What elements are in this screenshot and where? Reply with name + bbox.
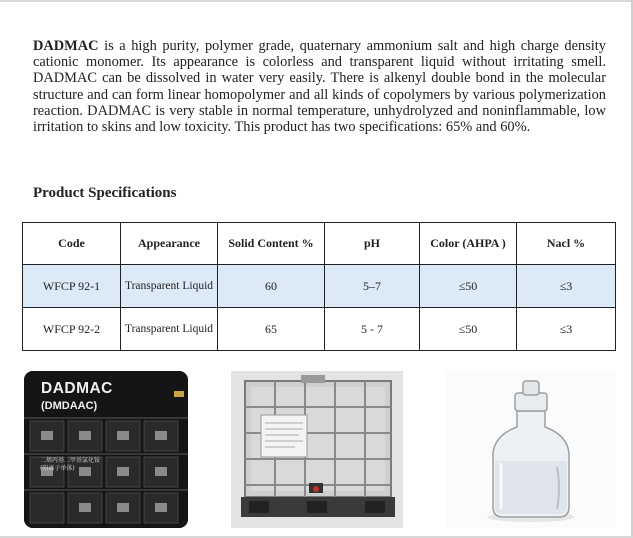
cell-appearance: Transparent Liquid [121,265,218,308]
ibc-tank-photo [231,371,403,528]
cell-nacl: ≤3 [517,308,616,351]
cell-solid-content: 60 [218,265,325,308]
pallet-cn-line1: 二烯丙基二甲基氯化铵 [40,457,101,464]
pallet-cn-line2: (阳离子单体) [40,465,75,472]
product-description [33,38,606,135]
pallet-cn-label [40,457,100,473]
product-name: DADMAC [33,38,99,54]
header-ph: pH [325,223,420,265]
table-row [23,308,616,351]
header-solid-content: Solid Content % [218,223,325,265]
cell-code: WFCP 92-2 [23,308,121,351]
header-appearance: Appearance [121,223,218,265]
cell-appearance: Transparent Liquid [121,308,218,351]
reagent-bottle-image [445,371,616,528]
table-header-row [23,223,616,265]
bottle-photo [445,371,616,528]
cell-ph: 5–7 [325,265,420,308]
pallet-label [41,380,113,412]
header-color: Color (AHPA ) [420,223,517,265]
cell-code: WFCP 92-1 [23,265,121,308]
pallet-label-title: DADMAC [41,380,113,397]
cell-nacl: ≤3 [517,265,616,308]
table-row [23,265,616,308]
pallet-label-subtitle: (DMDAAC) [41,400,98,412]
cell-ph: 5 - 7 [325,308,420,351]
cell-color: ≤50 [420,308,517,351]
spec-table [22,222,616,351]
header-nacl: Nacl % [517,223,616,265]
pallet-photo [24,371,188,528]
cell-solid-content: 65 [218,308,325,351]
ibc-tank-image [231,371,403,528]
description-text: is a high purity, polymer grade, quaternary ammonium salt and high charge density cationic monomer. Its appearance is colorless and transparent liquid without irritating smell. DADMAC can be dissolved in water very easily. There is alkenyl double bond in the molecular structure and can form linear homopolymer and all kinds of copolymers by various polymerization reaction. DADMAC is very stable in normal temperature, unhydrolyzed and noninflammable, low irritation to skins and low toxicity. This product has two specifications: 65% and 60%. [33,38,606,136]
page-top-border [0,0,633,2]
section-title: Product Specifications [33,185,177,201]
header-code: Code [23,223,121,265]
cell-color: ≤50 [420,265,517,308]
